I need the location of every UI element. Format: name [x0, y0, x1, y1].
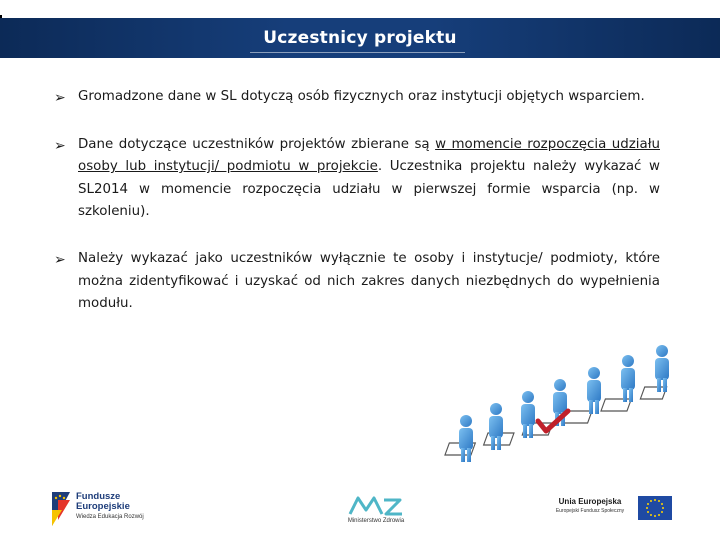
ue-logo-line2: Europejski Fundusz Społeczny: [555, 508, 625, 514]
bullet-list: [54, 86, 660, 316]
ue-logo-line1: Unia Europejska: [558, 497, 622, 506]
bullet-item: [54, 248, 660, 316]
fe-logo-line1: Fundusze: [76, 491, 121, 502]
mz-logo-text: Ministerstwo Zdrowia: [347, 518, 405, 524]
footer-logos: [0, 488, 720, 540]
fundusze-europejskie-logo: [48, 490, 188, 530]
bullet-item: [54, 134, 660, 224]
title-bar: [0, 18, 720, 58]
fe-logo-line3: Wiedza Edukacja Rozwój: [76, 514, 144, 520]
ministerstwo-zdrowia-logo: [340, 492, 412, 532]
bullet-text: Należy wykazać jako uczestników wyłącznie te osoby i instytucje/ podmioty, które można zidentyfikować i uzyskać od nich zakres danych niezbędnych do wypełnienia modułu.: [78, 250, 660, 312]
checklist-people-icon: [440, 345, 685, 480]
eu-flag-icon: [638, 496, 672, 520]
arrow-bullet-icon: ➢: [54, 137, 66, 154]
page-title: Uczestnicy projektu: [263, 28, 457, 48]
bullet-text-pre: Dane dotyczące uczestników projektów zbierane są: [78, 136, 436, 152]
arrow-bullet-icon: ➢: [54, 251, 66, 268]
title-underline: [250, 52, 465, 53]
bullet-text-underlined: w momencie rozpoczęcia udziału osoby lub instytucji/ podmiotu w projekcie: [78, 136, 660, 175]
arrow-bullet-icon: ➢: [54, 90, 66, 106]
unia-europejska-logo: [548, 496, 678, 530]
bullet-text-post: . Uczestnika projektu należy wykazać w SL2014 w momencie rozpoczęcia udziału w pierwszej formie wsparcia (np. w szkoleniu).: [78, 159, 660, 220]
bullet-item: [54, 86, 660, 109]
bullet-text: Gromadzone dane w SL dotyczą osób fizycznych oraz instytucji objętych wsparciem.: [78, 89, 645, 104]
fe-logo-line2: Europejskie: [76, 501, 130, 512]
